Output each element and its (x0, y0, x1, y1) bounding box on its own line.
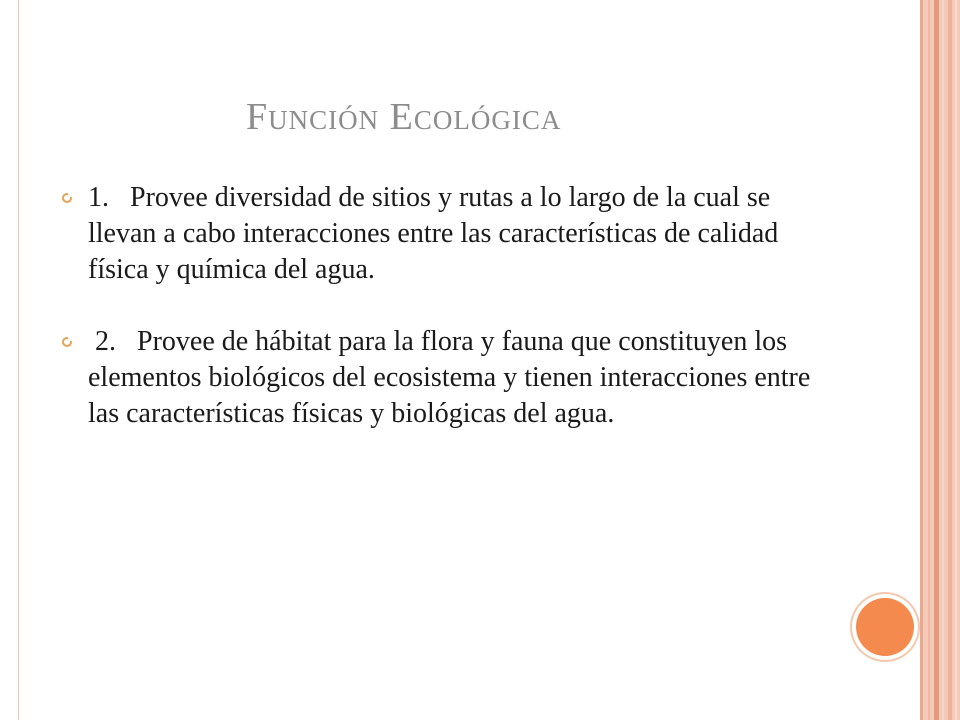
stripe (934, 0, 939, 720)
ring-bullet-icon (62, 337, 72, 347)
decorative-stripes (920, 0, 960, 720)
stripe (928, 0, 930, 720)
orange-circle-icon (856, 598, 914, 656)
stripe (942, 0, 944, 720)
ring-bullet-icon (62, 193, 72, 203)
bullet-item (60, 180, 820, 288)
bullet-text: 2. Provee de hábitat para la flora y fauna que constituyen los elementos biológicos del ecosistema y tienen interacciones entre las características físicas y biológicas del agua. (88, 326, 818, 429)
slide-title: Función Ecológica (246, 96, 562, 138)
bullet-item (60, 324, 820, 432)
bullet-list (60, 180, 820, 432)
left-border-line (18, 0, 19, 720)
stripe (920, 0, 923, 720)
bullet-text: 1. Provee diversidad de sitios y rutas a lo largo de la cual se llevan a cabo interacciones entre las características de calidad física y química del agua. (88, 182, 786, 285)
stripe (948, 0, 952, 720)
stripe (955, 0, 957, 720)
